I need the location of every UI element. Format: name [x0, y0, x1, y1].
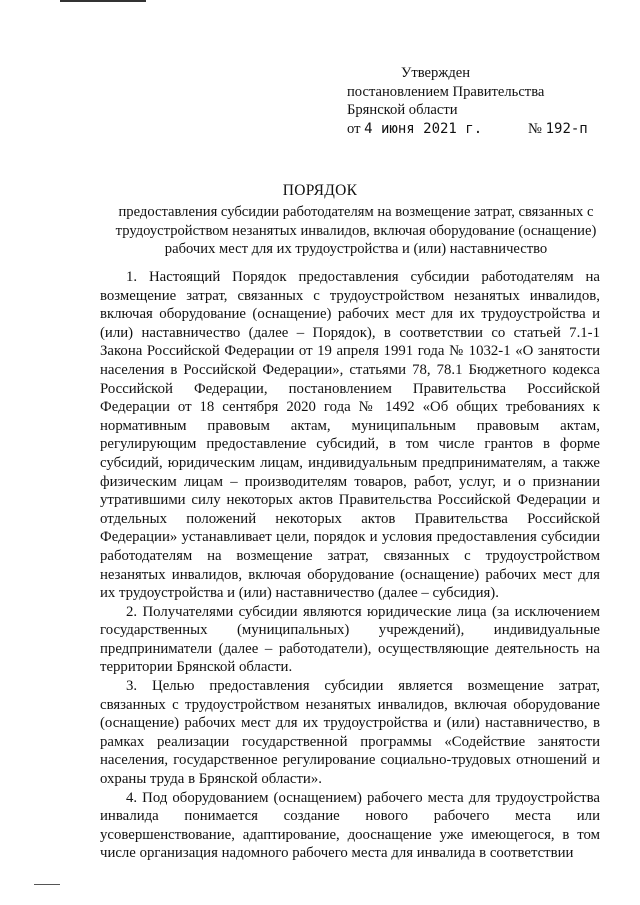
paragraph-1: 1. Настоящий Порядок предоставления субсидии работодателям на возмещение затрат, связанных с трудоустройством незанятых инвалидов, включая оборудование (оснащение) рабочих мест для их трудоустройства и (или) наставничество (далее – Порядок), в соответствии со статьей 7.1-1 Закона Российской Федерации от 19 апреля 1991 года № 1032-1 «О занятости населения в Российской Федерации», статьями 78, 78.1 Бюджетного кодекса Российской Федерации, постановлением Правительства Российской Федерации от 18 сентября 2020 года № 1492 «Об общих требованиях к нормативным правовым актам, муниципальным правовым актам, регулирующим предоставление субсидий, в том числе грантов в форме субсидий, юридическим лицам, индивидуальным предпринимателям, а также физическим лицам – производителям товаров, работ, услуг, и о признании утратившими силу некоторых актов Правительства Российской Федерации и отдельных положений некоторых актов Правительства Российской Федерации» устанавливает цели, порядок и условия предоставления субсидии работодателям на возмещение затрат, связанных с трудоустройством незанятых инвалидов, включая оборудование (оснащение) рабочих мест для их трудоустройства и (или) наставничество (далее – субсидия).: [100, 269, 600, 602]
paragraph-3: 3. Целью предоставления субсидии является возмещение затрат, связанных с трудоустройством незанятых инвалидов, включая оборудование (оснащение) рабочих мест для их трудоустройства и (или) наставничество, в рамках реализации государственной программы «Содействие занятости населения, государственное регулирование социально-трудовых отношений и охраны труда в Брянской области».: [100, 678, 600, 788]
approval-date: 4 июня 2021 г.: [364, 120, 483, 137]
document-body: [100, 268, 600, 863]
approval-number-block: [528, 120, 588, 139]
top-edge-rule: [60, 0, 146, 2]
paragraph-4: 4. Под оборудованием (оснащением) рабочего места для трудоустройства инвалида понимается создание нового рабочего места или усовершенствование, адаптирование, дооснащение уже имеющегося, в том числе организация надомного рабочего места для инвалида в соответствии: [100, 789, 600, 862]
approval-line-region: Брянской области: [347, 102, 458, 119]
bottom-margin-mark: [34, 884, 60, 885]
approval-number: 192-п: [545, 120, 588, 137]
approval-date-line: [347, 120, 617, 139]
paragraph-2: 2. Получателями субсидии являются юридические лица (за исключением государственных (муниципальных) учреждений), индивидуальные предприниматели (далее – работодатели), осуществляющие деятельность на территории Брянской области.: [100, 603, 600, 676]
approval-line-approved: Утвержден: [401, 65, 471, 81]
date-prefix: от: [347, 120, 361, 137]
document-subtitle: предоставления субсидии работодателям на возмещение затрат, связанных с трудоустройством незанятых инвалидов, включая оборудование (оснащение) рабочих мест для их трудоустройства и (или) наставничество: [115, 204, 597, 258]
number-sign: №: [528, 120, 542, 137]
approval-stamp-block: [347, 64, 617, 138]
document-title: ПОРЯДОК: [282, 182, 358, 199]
approval-line-resolution: постановлением Правительства: [347, 83, 545, 100]
